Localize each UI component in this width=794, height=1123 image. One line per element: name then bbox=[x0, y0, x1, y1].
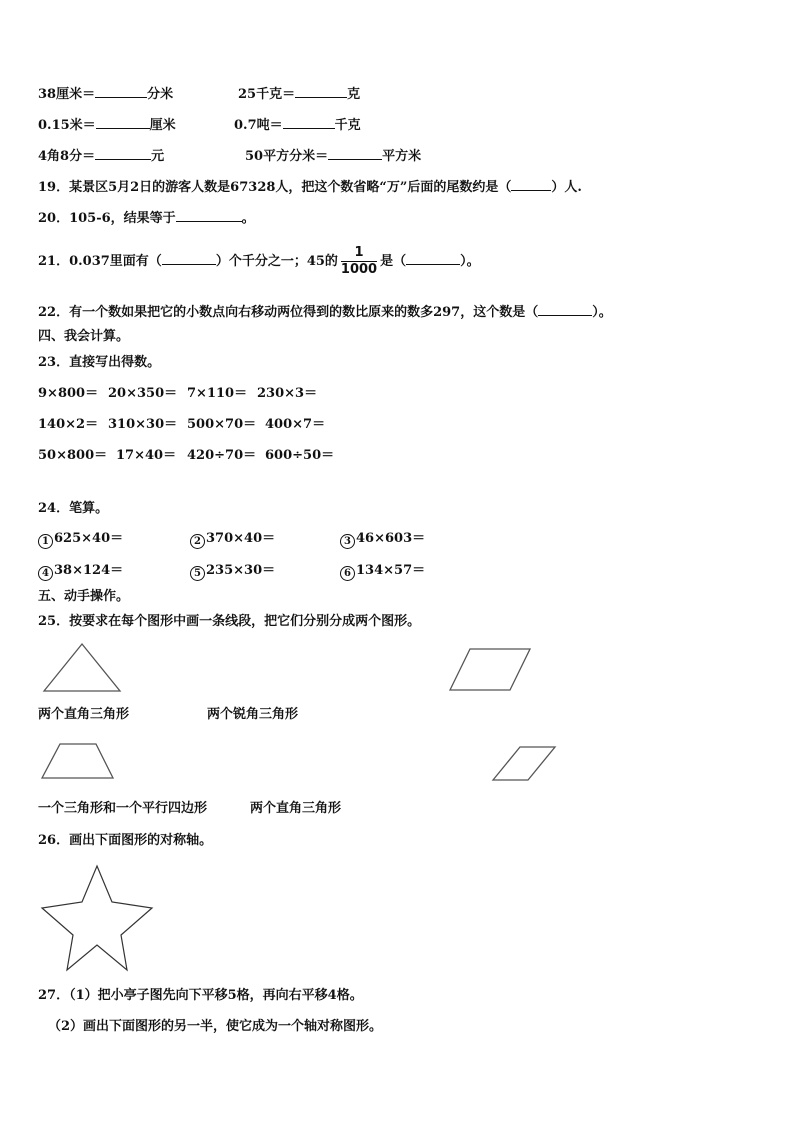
conversion-right: 25千克＝ bbox=[238, 87, 296, 102]
question-24 bbox=[38, 500, 108, 518]
question-text: 按要求在每个图形中画一条线段，把它们分别分成两个图形。 bbox=[69, 614, 421, 629]
fraction-denominator: 1000 bbox=[340, 262, 378, 277]
shape-label: 两个直角三角形 bbox=[38, 707, 130, 722]
question-number: 22． bbox=[38, 305, 70, 320]
conversion-left: 0.15米＝ bbox=[38, 118, 96, 133]
written-calc-item bbox=[190, 530, 275, 549]
calc-expression: 370×40＝ bbox=[206, 531, 276, 546]
question-text: 有一个数如果把它的小数点向右移动两位得到的数比原来的数多297，这个数是（ bbox=[69, 305, 539, 320]
calc-item: 400×7＝ bbox=[265, 417, 326, 432]
question-21 bbox=[38, 242, 480, 282]
calc-expression: 38×124＝ bbox=[54, 563, 124, 578]
calc-item: 7×110＝ bbox=[187, 386, 248, 401]
question-text-end: 。 bbox=[241, 211, 255, 226]
question-text: 直接写出得数。 bbox=[69, 355, 161, 370]
answer-blank[interactable] bbox=[511, 176, 551, 191]
conversion-left-unit: 元 bbox=[151, 149, 165, 164]
question-text-end: ）人. bbox=[551, 180, 582, 195]
written-calc-item bbox=[340, 562, 425, 581]
question-26 bbox=[38, 832, 212, 850]
question-27-part-2: （2）画出下面图形的另一半，使它成为一个轴对称图形。 bbox=[48, 1019, 383, 1034]
conversion-row-2 bbox=[38, 114, 176, 135]
circled-number: 2 bbox=[190, 534, 205, 549]
calc-item: 600÷50＝ bbox=[265, 448, 335, 463]
conversion-right: 0.7吨＝ bbox=[234, 118, 283, 133]
fraction-numerator: 1 bbox=[341, 245, 377, 262]
conversion-row-3-right bbox=[245, 145, 421, 166]
shape-label: 一个三角形和一个平行四边形 bbox=[38, 801, 208, 816]
conversion-row-3 bbox=[38, 145, 164, 166]
calc-item: 140×2＝ bbox=[38, 417, 99, 432]
question-text-end: ）。 bbox=[592, 305, 612, 320]
conversion-left: 38厘米＝ bbox=[38, 87, 96, 102]
question-text-mid: ）个千分之一；45的 bbox=[215, 254, 338, 269]
question-text: 0.037里面有（ bbox=[69, 254, 162, 269]
conversion-left-unit: 厘米 bbox=[149, 118, 176, 133]
circled-number: 4 bbox=[38, 566, 53, 581]
question-number: 21． bbox=[38, 254, 70, 269]
question-number: 23． bbox=[38, 355, 70, 370]
written-calc-item bbox=[190, 562, 275, 581]
conversion-left-unit: 分米 bbox=[147, 87, 174, 102]
calc-item: 420÷70＝ bbox=[187, 448, 257, 463]
calc-expression: 46×603＝ bbox=[356, 531, 426, 546]
question-text: 某景区5月2日的游客人数是67328人，把这个数省略“万”后面的尾数约是（ bbox=[69, 180, 512, 195]
circled-number: 6 bbox=[340, 566, 355, 581]
calc-item: 50×800＝ bbox=[38, 448, 108, 463]
question-27 bbox=[38, 987, 363, 1005]
answer-blank[interactable] bbox=[406, 250, 460, 265]
question-number: 27． bbox=[38, 988, 70, 1003]
question-20 bbox=[38, 207, 255, 228]
conversion-right-unit: 克 bbox=[347, 87, 361, 102]
conversion-right: 50平方分米＝ bbox=[245, 149, 329, 164]
question-text: 画出下面图形的对称轴。 bbox=[69, 833, 213, 848]
shape-label: 两个锐角三角形 bbox=[207, 707, 299, 722]
question-text: （1）把小亭子图先向下平移5格，再向右平移4格。 bbox=[69, 988, 363, 1003]
question-23 bbox=[38, 354, 160, 372]
calc-item: 20×350＝ bbox=[108, 386, 178, 401]
circled-number: 1 bbox=[38, 534, 53, 549]
answer-blank[interactable] bbox=[95, 145, 151, 160]
calc-expression: 235×30＝ bbox=[206, 563, 276, 578]
conversion-row-1-right bbox=[238, 83, 360, 104]
question-text: 笔算。 bbox=[69, 501, 109, 516]
conversion-right-unit: 千克 bbox=[334, 118, 361, 133]
answer-blank[interactable] bbox=[96, 114, 150, 129]
shape-label: 两个直角三角形 bbox=[250, 801, 342, 816]
answer-blank[interactable] bbox=[295, 83, 347, 98]
section-heading-4: 四、我会计算。 bbox=[38, 329, 130, 344]
question-number: 25． bbox=[38, 614, 70, 629]
calc-expression: 625×40＝ bbox=[54, 531, 124, 546]
calc-item: 310×30＝ bbox=[108, 417, 178, 432]
answer-blank[interactable] bbox=[95, 83, 147, 98]
calc-item: 230×3＝ bbox=[257, 386, 318, 401]
question-19 bbox=[38, 176, 582, 197]
calc-expression: 134×57＝ bbox=[356, 563, 426, 578]
calc-item: 500×70＝ bbox=[187, 417, 257, 432]
calc-item: 17×40＝ bbox=[116, 448, 177, 463]
conversion-left: 4角8分＝ bbox=[38, 149, 96, 164]
written-calc-item bbox=[38, 530, 123, 549]
fraction bbox=[341, 245, 377, 278]
conversion-right-unit: 平方米 bbox=[382, 149, 422, 164]
answer-blank[interactable] bbox=[162, 250, 216, 265]
question-text-mid: 是（ bbox=[380, 254, 407, 269]
question-text: 105-6，结果等于 bbox=[69, 211, 176, 226]
question-number: 24． bbox=[38, 501, 70, 516]
question-number: 26． bbox=[38, 833, 70, 848]
answer-blank[interactable] bbox=[176, 207, 242, 222]
question-number: 20． bbox=[38, 211, 70, 226]
circled-number: 5 bbox=[190, 566, 205, 581]
circled-number: 3 bbox=[340, 534, 355, 549]
answer-blank[interactable] bbox=[328, 145, 382, 160]
question-22 bbox=[38, 301, 612, 322]
written-calc-item bbox=[38, 562, 123, 581]
question-number: 19． bbox=[38, 180, 70, 195]
conversion-row-2-right bbox=[234, 114, 361, 135]
answer-blank[interactable] bbox=[283, 114, 335, 129]
section-heading-5: 五、动手操作。 bbox=[38, 589, 130, 604]
written-calc-item bbox=[340, 530, 425, 549]
question-text-end: ）。 bbox=[460, 254, 480, 269]
conversion-row-1 bbox=[38, 83, 173, 104]
question-25 bbox=[38, 613, 420, 631]
answer-blank[interactable] bbox=[538, 301, 592, 316]
calc-item: 9×800＝ bbox=[38, 386, 99, 401]
